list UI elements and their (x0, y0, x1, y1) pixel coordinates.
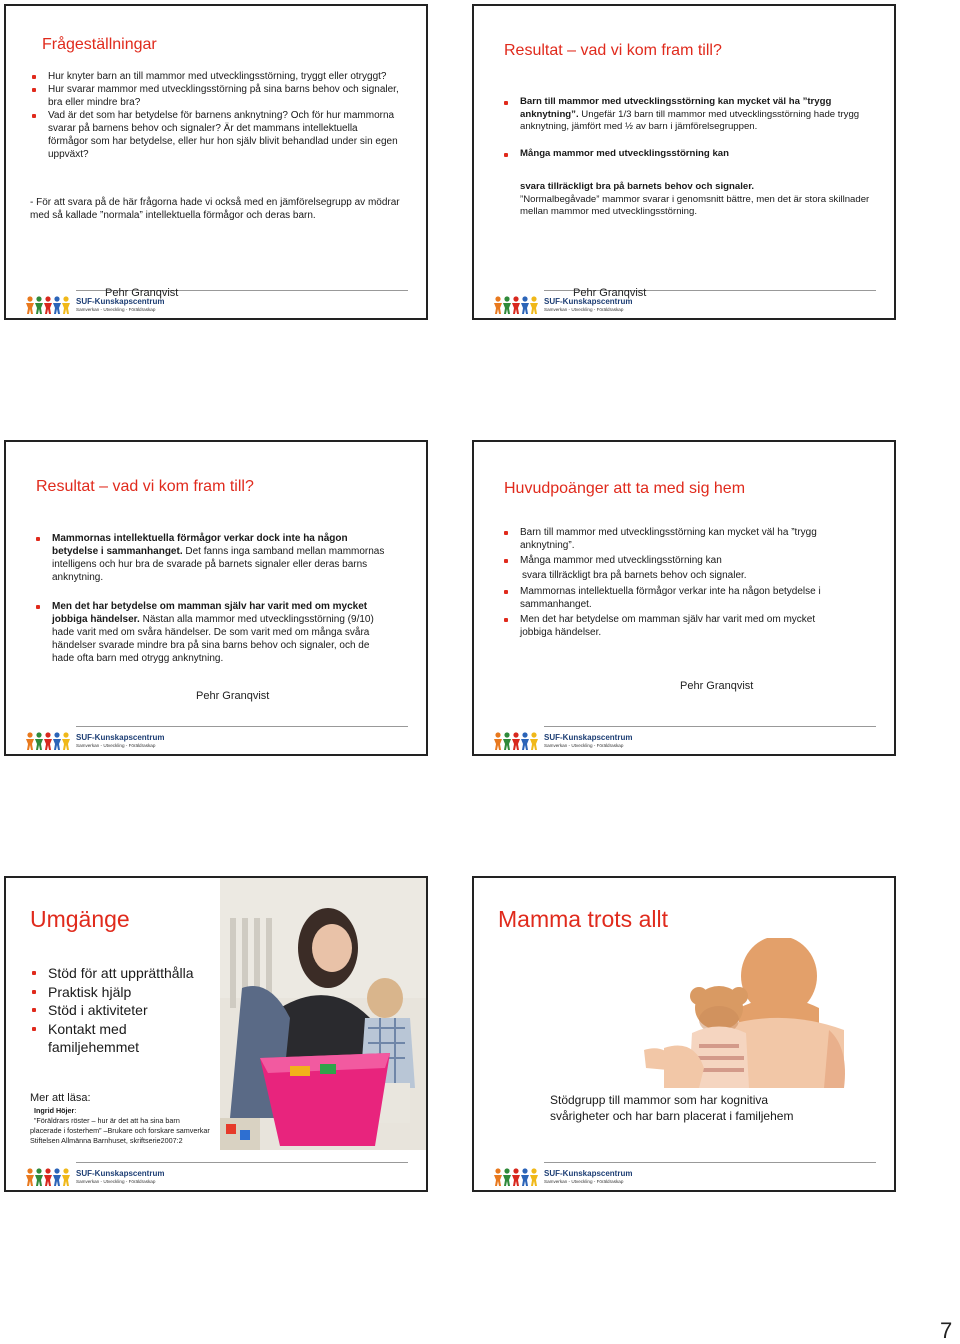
indent-bold: svara tillräckligt bra på barnets behov och signaler. (520, 181, 755, 192)
bullet-item: Stöd i aktiviteter (30, 1001, 210, 1020)
bullet-list (34, 532, 394, 665)
bullet-item: Stöd för att upprätthålla (30, 964, 210, 983)
logo-figures-icon (26, 1168, 72, 1186)
logo-name: SUF-Kunskapscentrum (544, 297, 633, 306)
bullet-bold: Barn till mammor med utvecklingsstörning kan mycket väl ha ”trygg anknytning”. (520, 96, 832, 120)
logo-name: SUF-Kunskapscentrum (544, 1169, 633, 1178)
slide-mother-anyway (472, 876, 896, 1192)
reference-line: Stiftelsen Allmänna Barnhuset, skriftserie2007:2 (30, 1136, 183, 1145)
bullet-item (34, 532, 394, 584)
bullet-list (502, 526, 832, 567)
reference-line: placerade i fosterhem” –Brukare och forskare samverkar (30, 1126, 210, 1135)
logo-tagline: Samverkan - Utveckling - Föräldraskap (76, 1179, 156, 1184)
mother-child-photo (220, 878, 428, 1150)
slide-title: Mamma trots allt (498, 906, 668, 932)
bullet-item: Men det har betydelse om mamman själv har varit med om mycket jobbiga händelser. (502, 613, 832, 639)
author-name: Pehr Granqvist (680, 680, 754, 692)
bullet-list (30, 70, 400, 161)
logo-tagline: Samverkan - Utveckling - Föräldraskap (544, 1179, 624, 1184)
note-text: - För att svara på de här frågorna hade vi också med en jämförelsegrupp av mödrar med så kallade ”normala” intellektuella förmågor och deras barn. (30, 197, 400, 221)
bullet-list (502, 96, 872, 160)
slide-title: Frågeställningar (42, 36, 157, 53)
bullet-bold: Mammornas intellektuella förmågor verkar dock inte ha någon betydelse i sammanhanget. (52, 533, 348, 557)
slide-contact (4, 876, 428, 1192)
reference-line: ”Föräldrars röster – hur är det att ha sina barn (34, 1116, 180, 1125)
bullet-item: Barn till mammor med utvecklingsstörning kan mycket väl ha ”trygg anknytning”. (502, 526, 832, 552)
bullet-item: Vad är det som har betydelse för barnens anknytning? Och för hur mammorna svarar på barnens behov och signaler? Är det mammans intellektuella förmågor som har betydelse, eller hur hon själv blivit behandlad under sin egen uppväxt? (30, 109, 400, 161)
slide-title: Umgänge (30, 906, 130, 932)
bullet-text: Nästan alla mammor med utvecklingsstörning (9/10) hade varit med om svåra händelser. De som varit med om många svåra händelser svarade mindre bra på sina barns behov och signaler, och de hade ofta barn med otrygg anknytning. (52, 614, 374, 664)
bullet-item (34, 600, 394, 665)
bullet-item: Hur knyter barn an till mammor med utvecklingsstörning, tryggt eller otryggt? (30, 70, 400, 83)
slide-results-2 (4, 440, 428, 756)
logo-figures-icon (494, 1168, 540, 1186)
slide-footer (494, 287, 876, 314)
bullet-list (30, 964, 210, 1057)
logo-tagline: Samverkan - Utveckling - Föräldraskap (76, 743, 156, 748)
caption-text: Stödgrupp till mammor som har kognitiva svårigheter och har barn placerat i familjehem (550, 1093, 794, 1123)
logo-figures-icon (26, 296, 72, 314)
slide-footer (494, 726, 876, 750)
footer-author: Pehr Granqvist (105, 287, 179, 299)
slide-title: Resultat – vad vi kom fram till? (36, 478, 254, 495)
slide-key-points (472, 440, 896, 756)
bullet-item: Många mammor med utvecklingsstörning kan (502, 554, 832, 567)
bullet-item: Praktisk hjälp (30, 983, 210, 1002)
page-number: 7 (940, 1318, 953, 1343)
slide-footer (26, 1162, 408, 1186)
logo-name: SUF-Kunskapscentrum (76, 297, 165, 306)
indent-text (520, 181, 870, 219)
author-name: Pehr Granqvist (196, 690, 270, 702)
logo-name: SUF-Kunskapscentrum (76, 733, 165, 742)
logo-figures-icon (494, 732, 540, 750)
bullet-item: Hur svarar mammor med utvecklingsstörning på sina barns behov och signaler, bra eller mindre bra? (30, 83, 400, 109)
footer-rule (544, 726, 876, 727)
footer-author: Pehr Granqvist (573, 287, 647, 299)
reference-block: Ingrid Höjer: ”Föräldrars röster – hur är det att ha sina barn placerade i fosterhem” –Brukare och forskare samverkar Stiftelsen Allmänna Barnhuset, skriftserie2007:2 (30, 1106, 230, 1146)
slide-footer (26, 726, 408, 750)
more-reading-label: Mer att läsa: (30, 1092, 91, 1104)
bullet-item (502, 96, 872, 134)
bullet-item: Kontakt med familjehemmet (30, 1020, 210, 1057)
bullet-bold: Många mammor med utvecklingsstörning kan (520, 147, 729, 159)
indent-text: svara tillräckligt bra på barnets behov och signaler. (522, 570, 747, 581)
bullet-item: Mammornas intellektuella förmågor verkar inte ha någon betydelse i sammanhanget. (502, 585, 832, 611)
logo-figures-icon (494, 296, 540, 314)
indent-rest: ”Normalbegåvade” mammor svarar i genomsnitt bättre, men det är stora skillnader mellan mammor med utvecklingsstörning. (520, 193, 870, 217)
footer-rule (544, 1162, 876, 1163)
mother-child-illustration (604, 938, 854, 1088)
footer-rule (76, 726, 408, 727)
bullet-text: Det fanns inga samband mellan mammornas intelligens och hur bra de svarade på barnets signaler eller deras barns anknytning. (52, 546, 385, 583)
logo-tagline: Samverkan - Utveckling - Föräldraskap (544, 743, 624, 748)
bullet-item (502, 148, 872, 161)
slide-title: Huvudpoänger att ta med sig hem (504, 480, 746, 497)
slide-footer (26, 287, 408, 314)
slide-questions (4, 4, 428, 320)
bullet-list-2 (502, 585, 832, 639)
logo-tagline: Samverkan - Utveckling - Föräldraskap (76, 307, 156, 312)
bullet-bold: Men det har betydelse om mamman själv har varit med om mycket jobbiga händelser. (52, 601, 368, 625)
slide-title: Resultat – vad vi kom fram till? (504, 42, 722, 59)
logo-figures-icon (26, 732, 72, 750)
logo-tagline: Samverkan - Utveckling - Föräldraskap (544, 307, 624, 312)
reference-author: Ingrid Höjer (34, 1106, 75, 1115)
logo-name: SUF-Kunskapscentrum (76, 1169, 165, 1178)
slide-footer (494, 1162, 876, 1186)
slide-results-1 (472, 4, 896, 320)
footer-rule (76, 1162, 408, 1163)
bullet-text: Ungefär 1/3 barn till mammor med utvecklingsstörning hade trygg anknytning, jämfört med ½ av barn i jämförelsegruppen. (520, 108, 860, 132)
logo-name: SUF-Kunskapscentrum (544, 733, 633, 742)
